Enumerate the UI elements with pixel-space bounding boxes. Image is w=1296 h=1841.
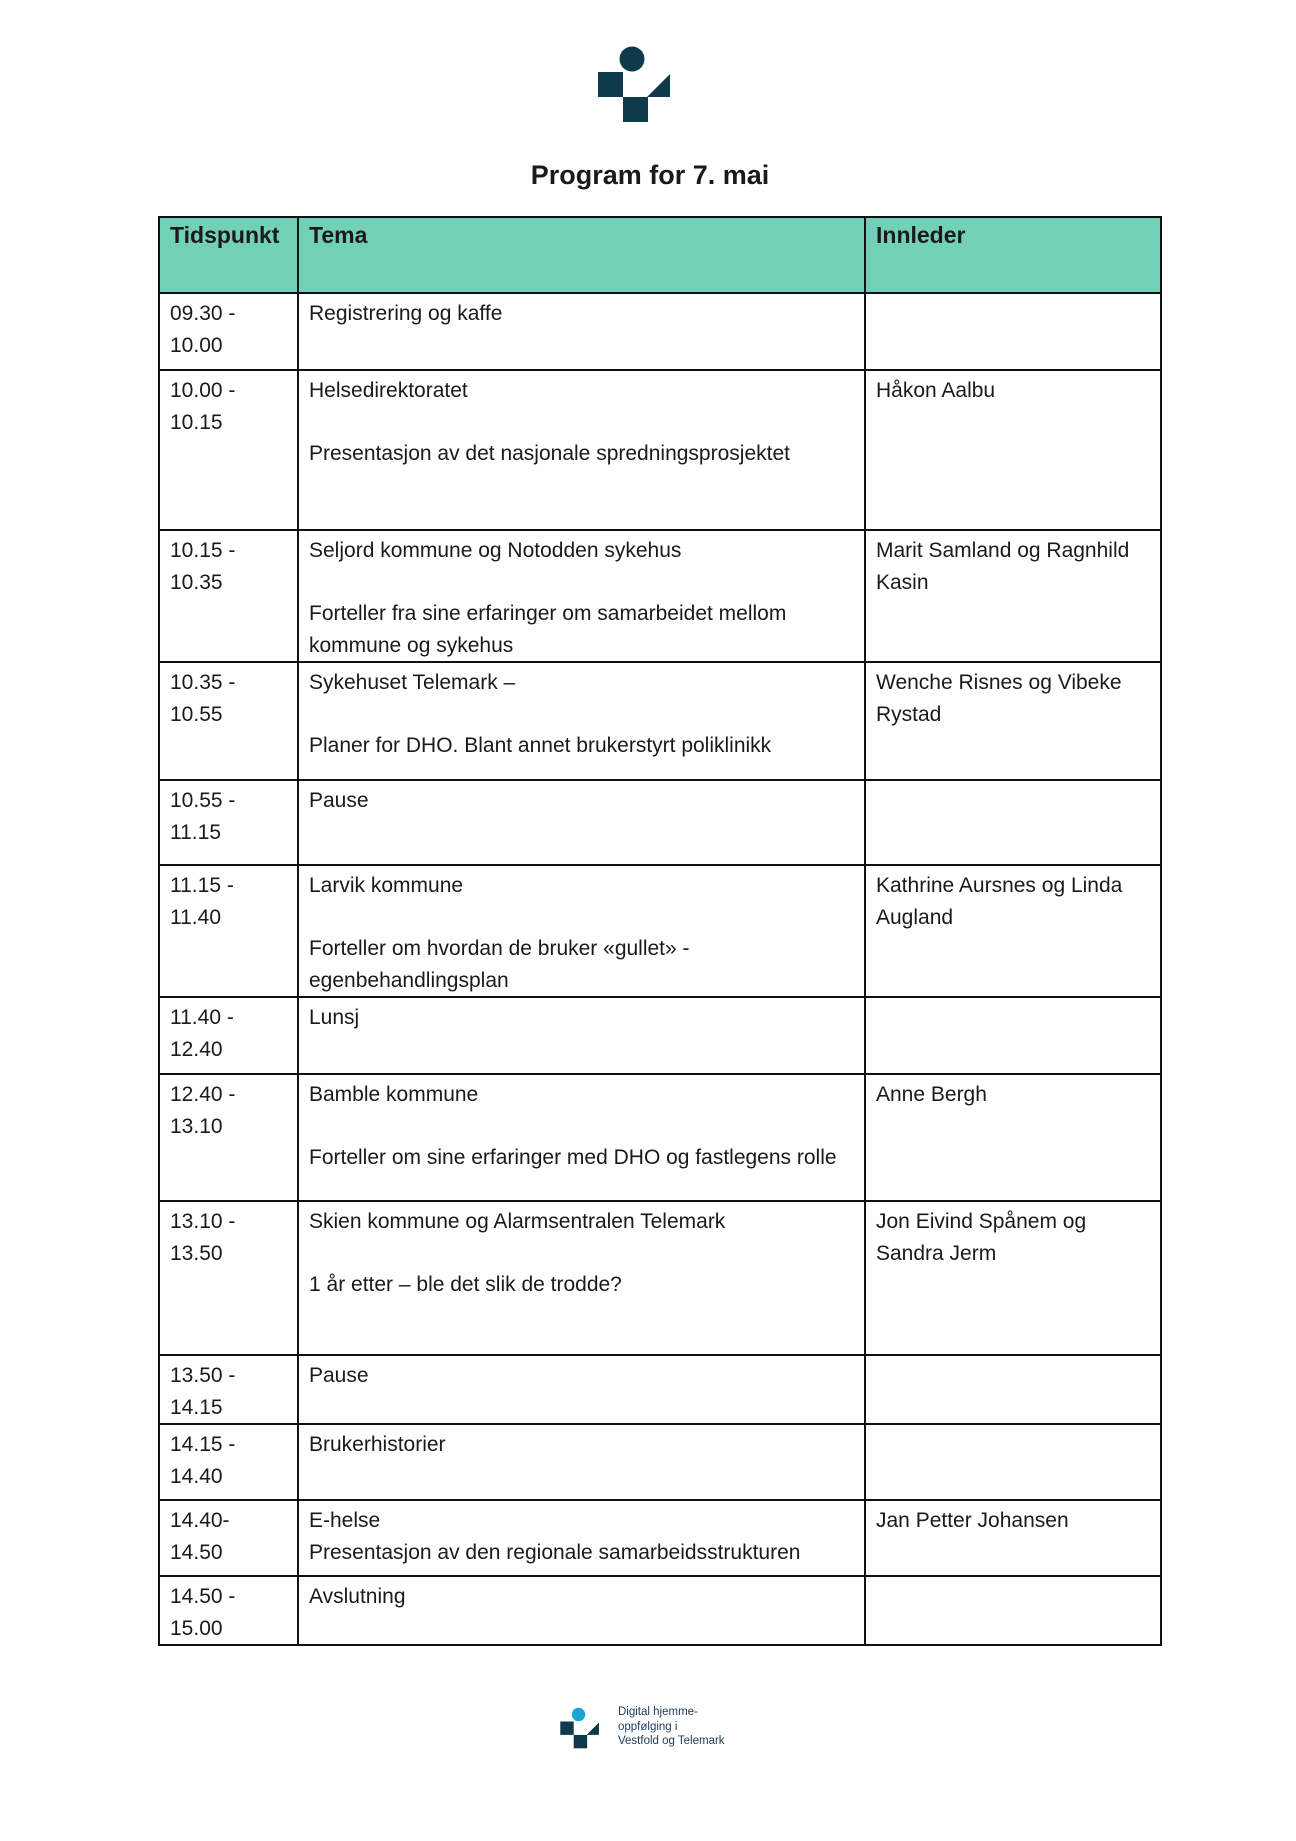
header-time: Tidspunkt: [159, 217, 298, 293]
speaker-cell: [865, 293, 1161, 370]
time-end: 11.15: [170, 820, 221, 844]
table-header-row: [159, 217, 1161, 293]
topic-line: Sykehuset Telemark –: [309, 671, 516, 694]
table-row: [159, 1424, 1161, 1500]
speaker-cell: Jan Petter Johansen: [865, 1500, 1161, 1576]
topic-line: [309, 699, 854, 731]
topic-cell: [298, 370, 865, 530]
time-start: 11.40 -: [170, 1006, 234, 1029]
topic-cell: [298, 293, 865, 370]
speaker-cell: [865, 997, 1161, 1074]
topic-line: Skien kommune og Alarmsentralen Telemark: [309, 1210, 726, 1233]
program-table: [158, 216, 1162, 1646]
topic-cell: [298, 865, 865, 997]
topic-line: [309, 1238, 854, 1270]
time-end: 14.50: [170, 1540, 223, 1564]
topic-line: Seljord kommune og Notodden sykehus: [309, 539, 682, 562]
time-end: 10.15: [170, 410, 223, 434]
topic-cell: [298, 530, 865, 662]
speaker-cell: [865, 1424, 1161, 1500]
speaker-cell: [865, 1355, 1161, 1424]
table-row: [159, 530, 1161, 662]
topic-line: Lunsj: [309, 1006, 360, 1029]
time-start: 14.50 -: [170, 1585, 236, 1608]
topic-cell: [298, 662, 865, 780]
time-cell: [159, 1074, 298, 1201]
table-row: [159, 997, 1161, 1074]
time-start: 13.50 -: [170, 1364, 236, 1387]
topic-line: Presentasjon av den regionale samarbeidsstrukturen: [309, 1540, 801, 1564]
time-start: 10.15 -: [170, 539, 236, 562]
time-start: 11.15 -: [170, 874, 234, 897]
topic-line: Forteller om sine erfaringer med DHO og fastlegens rolle: [309, 1146, 837, 1169]
time-start: 09.30 -: [170, 302, 236, 325]
topic-line: [309, 1111, 854, 1143]
time-end: 14.40: [170, 1464, 223, 1488]
time-cell: [159, 1355, 298, 1424]
time-end: 10.00: [170, 333, 223, 357]
organization-logo-icon: [590, 45, 672, 127]
topic-line: Brukerhistorier: [309, 1433, 446, 1456]
footer-text: [618, 1705, 725, 1749]
speaker-cell: Håkon Aalbu: [865, 370, 1161, 530]
speaker-cell: [865, 1576, 1161, 1645]
topic-line: Helsedirektoratet: [309, 379, 468, 402]
time-cell: [159, 530, 298, 662]
topic-cell: [298, 780, 865, 865]
topic-line: Forteller om hvordan de bruker «gullet» - egenbehandlingsplan: [309, 937, 690, 992]
topic-cell: [298, 1074, 865, 1201]
table-row: [159, 293, 1161, 370]
topic-line: [309, 567, 854, 599]
time-end: 13.10: [170, 1114, 223, 1138]
speaker-cell: [865, 780, 1161, 865]
table-row: [159, 780, 1161, 865]
table-row: [159, 1576, 1161, 1645]
table-row: [159, 662, 1161, 780]
time-start: 14.15 -: [170, 1433, 236, 1456]
topic-line: Planer for DHO. Blant annet brukerstyrt poliklinikk: [309, 734, 772, 757]
topic-cell: [298, 997, 865, 1074]
footer-line: Digital hjemme-: [618, 1706, 698, 1718]
topic-line: Pause: [309, 1364, 369, 1387]
header-speaker: Innleder: [865, 217, 1161, 293]
speaker-cell: Kathrine Aursnes og Linda Augland: [865, 865, 1161, 997]
topic-cell: [298, 1500, 865, 1576]
table-row: [159, 1500, 1161, 1576]
topic-cell: [298, 1424, 865, 1500]
table-row: [159, 865, 1161, 997]
time-end: 15.00: [170, 1616, 223, 1640]
topic-line: Forteller fra sine erfaringer om samarbeidet mellom kommune og sykehus: [309, 602, 787, 657]
topic-cell: [298, 1355, 865, 1424]
time-start: 10.00 -: [170, 379, 236, 402]
topic-line: Registrering og kaffe: [309, 302, 503, 325]
time-start: 12.40 -: [170, 1083, 236, 1106]
topic-line: [309, 407, 854, 439]
footer-logo: [556, 1705, 776, 1753]
table-row: [159, 1355, 1161, 1424]
time-cell: [159, 1500, 298, 1576]
time-cell: [159, 780, 298, 865]
topic-line: 1 år etter – ble det slik de trodde?: [309, 1273, 622, 1296]
topic-line: Pause: [309, 789, 369, 812]
topic-line: Bamble kommune: [309, 1083, 479, 1106]
time-end: 13.50: [170, 1241, 223, 1265]
time-cell: [159, 997, 298, 1074]
time-cell: [159, 1576, 298, 1645]
time-cell: [159, 1201, 298, 1355]
time-cell: [159, 865, 298, 997]
table-row: [159, 1074, 1161, 1201]
header-topic: Tema: [298, 217, 865, 293]
page-title: Program for 7. mai: [530, 160, 770, 190]
time-start: 10.55 -: [170, 789, 236, 812]
time-start: 14.40-: [170, 1509, 230, 1532]
time-end: 11.40: [170, 905, 221, 929]
time-cell: [159, 1424, 298, 1500]
topic-cell: [298, 1201, 865, 1355]
time-cell: [159, 293, 298, 370]
time-cell: [159, 662, 298, 780]
footer-line: oppfølging i: [618, 1720, 678, 1733]
topic-line: Presentasjon av det nasjonale spredningsprosjektet: [309, 442, 790, 465]
time-end: 12.40: [170, 1037, 223, 1061]
topic-line: E-helse: [309, 1509, 381, 1532]
table-row: [159, 370, 1161, 530]
speaker-cell: Anne Bergh: [865, 1074, 1161, 1201]
time-cell: [159, 370, 298, 530]
time-end: 14.15: [170, 1395, 223, 1419]
speaker-cell: Jon Eivind Spånem og Sandra Jerm: [865, 1201, 1161, 1355]
topic-line: Larvik kommune: [309, 874, 464, 897]
table-row: [159, 1201, 1161, 1355]
footer-line: Vestfold og Telemark: [618, 1735, 725, 1747]
topic-line: Avslutning: [309, 1585, 406, 1608]
topic-cell: [298, 1576, 865, 1645]
topic-line: [309, 902, 854, 934]
speaker-cell: Marit Samland og Ragnhild Kasin: [865, 530, 1161, 662]
time-start: 13.10 -: [170, 1210, 236, 1233]
speaker-cell: Wenche Risnes og Vibeke Rystad: [865, 662, 1161, 780]
time-end: 10.35: [170, 570, 223, 594]
time-start: 10.35 -: [170, 671, 236, 694]
footer-logo-icon: [556, 1707, 600, 1751]
time-end: 10.55: [170, 702, 223, 726]
